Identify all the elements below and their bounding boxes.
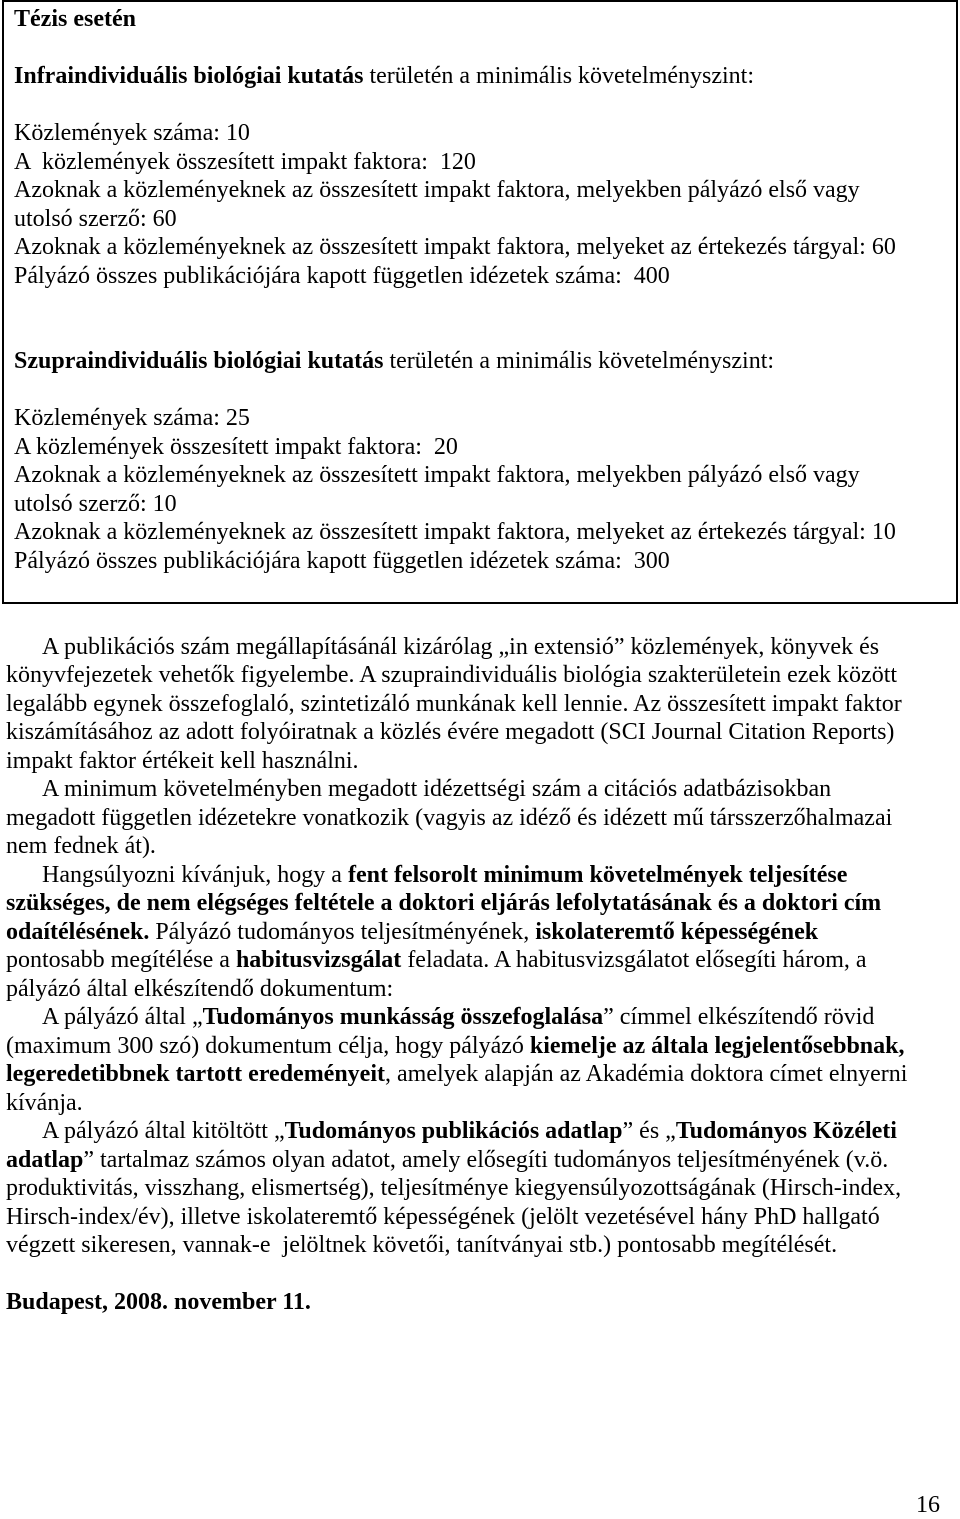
text-line: [6, 1203, 954, 1232]
requirement-line: Azoknak a közleményeknek az összesített impakt faktora, melyeket az értekezés tárgyal: 60: [14, 234, 896, 260]
section-title: [14, 62, 946, 91]
text-segment: legalább egynek összefoglaló, szintetizáló munkának kell lennie. Az összesített impakt faktor: [6, 690, 902, 717]
requirement-line: utolsó szerző: 60: [14, 205, 177, 232]
text-segment: impakt faktor értékeit kell használni.: [6, 747, 359, 774]
requirement-section: [14, 62, 946, 290]
text-line: [6, 1146, 954, 1175]
requirement-line: Közlemények száma: 25: [14, 405, 250, 431]
paragraph: [6, 775, 954, 861]
requirement-line: A közlemények összesített impakt faktora: 120: [14, 148, 476, 175]
bold-text-segment: legeredetibbnek tartott eredeményeit: [6, 1061, 385, 1087]
bold-text-segment: szükséges, de nem elégséges feltétele a doktori eljárás lefolytatásának és a doktori cím: [6, 890, 882, 916]
text-line: [6, 889, 954, 918]
text-segment: feladata. A habitusvizsgálatot elősegíti három, a: [401, 947, 867, 973]
text-segment: könyvfejezetek vehetők figyelembe. A szupraindividuális biológia szakterületein ezek között: [6, 662, 898, 688]
text-line: [6, 1003, 954, 1032]
paragraph: [6, 633, 954, 776]
text-segment: (maximum 300 szó) dokumentum célja, hogy pályázó: [6, 1032, 530, 1059]
bold-text-segment: iskolateremtő képességének: [535, 918, 819, 945]
text-line: [6, 861, 954, 890]
text-segment: ” címmel elkészítendő rövid: [603, 1004, 875, 1030]
paragraph: [6, 1003, 954, 1117]
requirement-line: Azoknak a közleményeknek az összesített impakt faktora, melyekben pályázó első vagy: [14, 462, 860, 488]
section-title: [14, 347, 946, 376]
requirement-line: Pályázó összes publikációjára kapott független idézetek száma: 400: [14, 262, 670, 289]
body-text: [6, 633, 954, 1317]
paragraph: [6, 1117, 954, 1260]
text-line: [6, 1231, 954, 1260]
bold-text-segment: kiemelje az általa legjelentősebbnak,: [529, 1032, 905, 1059]
text-segment: A pályázó által „: [42, 1004, 203, 1030]
bold-text-segment: odaítélésének.: [6, 918, 150, 945]
paragraph: [6, 861, 954, 1004]
requirement-line: utolsó szerző: 10: [14, 490, 177, 517]
text-segment: A publikációs szám megállapításánál kizárólag „in extensió” közlemények, könyvek és: [42, 633, 880, 660]
text-segment: pályázó által elkészítendő dokumentum:: [6, 975, 394, 1002]
text-segment: kívánja.: [6, 1089, 83, 1116]
text-segment: ” és „: [622, 1118, 676, 1144]
box-heading: Tézis esetén: [14, 6, 136, 32]
text-segment: megadott független idézetekre vonatkozik (vagyis az idéző és idézett mű társszerzőhalmazai: [6, 804, 893, 831]
section-field-name: Infraindividuális biológiai kutatás: [14, 63, 364, 89]
place-date-line: Budapest, 2008. november 11.: [6, 1289, 311, 1315]
text-line: [6, 918, 954, 947]
requirement-section: [14, 347, 946, 575]
requirement-line: A közlemények összesített impakt faktora: 20: [14, 433, 458, 460]
text-line: [6, 804, 954, 833]
text-line: [6, 975, 954, 1004]
text-line: [6, 775, 954, 804]
text-segment: A minimum követelményben megadott idézettségi szám a citációs adatbázisokban: [42, 776, 832, 802]
section-title-rest: területén a minimális követelményszint:: [383, 348, 775, 374]
text-segment: ” tartalmaz számos olyan adatot, amely elősegíti tudományos teljesítményének (v.ö.: [83, 1146, 889, 1173]
text-segment: produktivitás, visszhang, elismertség), teljesítménye kiegyensúlyozottságának (Hirsch-index,: [6, 1175, 902, 1201]
text-segment: Hirsch-index/év), illetve iskolateremtő képességének (jelölt vezetésével hány PhD hallgató: [6, 1203, 880, 1230]
text-segment: végzett sikeresen, vannak-e jelöltnek követői, tanítványai stb.) pontosabb megítélését.: [6, 1232, 838, 1258]
text-line: [6, 690, 954, 719]
text-segment: kiszámításához az adott folyóiratnak a közlés évére megadott (SCI Journal Citation Reports): [6, 719, 895, 745]
text-line: [6, 747, 954, 776]
bold-text-segment: Tudományos munkásság összefoglalása: [202, 1004, 604, 1030]
requirement-line: Közlemények száma: 10: [14, 120, 250, 146]
section-field-name: Szupraindividuális biológiai kutatás: [14, 348, 384, 374]
requirement-line: Azoknak a közleményeknek az összesített impakt faktora, melyekben pályázó első vagy: [14, 177, 860, 203]
text-segment: Pályázó tudományos teljesítményének,: [149, 918, 536, 945]
bold-text-segment: Tudományos publikációs adatlap: [284, 1118, 623, 1144]
text-segment: nem fednek át).: [6, 833, 156, 859]
text-line: [6, 633, 954, 662]
bold-text-segment: Tudományos Közéleti: [675, 1118, 897, 1144]
bold-text-segment: adatlap: [6, 1146, 84, 1173]
text-line: [6, 1032, 954, 1061]
thesis-requirements-box: [2, 0, 958, 604]
text-line: [6, 1174, 954, 1203]
page-number: 16: [916, 1492, 940, 1518]
bold-text-segment: habitusvizsgálat: [235, 947, 402, 973]
text-line: [6, 1060, 954, 1089]
text-line: [6, 1089, 954, 1118]
text-line: [6, 832, 954, 861]
section-title-rest: területén a minimális követelményszint:: [363, 63, 755, 89]
requirement-line: Azoknak a közleményeknek az összesített impakt faktora, melyeket az értekezés tárgyal: 10: [14, 519, 896, 545]
text-line: [6, 1117, 954, 1146]
text-line: [6, 661, 954, 690]
text-line: [6, 718, 954, 747]
text-segment: pontosabb megítélése a: [6, 947, 236, 973]
text-segment: Hangsúlyozni kívánjuk, hogy a: [42, 861, 348, 888]
text-segment: A pályázó által kitöltött „: [42, 1118, 285, 1144]
requirement-line: Pályázó összes publikációjára kapott független idézetek száma: 300: [14, 547, 670, 574]
text-segment: , amelyek alapján az Akadémia doktora címet elnyerni: [385, 1061, 908, 1087]
text-line: [6, 946, 954, 975]
bold-text-segment: fent felsorolt minimum követelmények teljesítése: [347, 861, 848, 888]
